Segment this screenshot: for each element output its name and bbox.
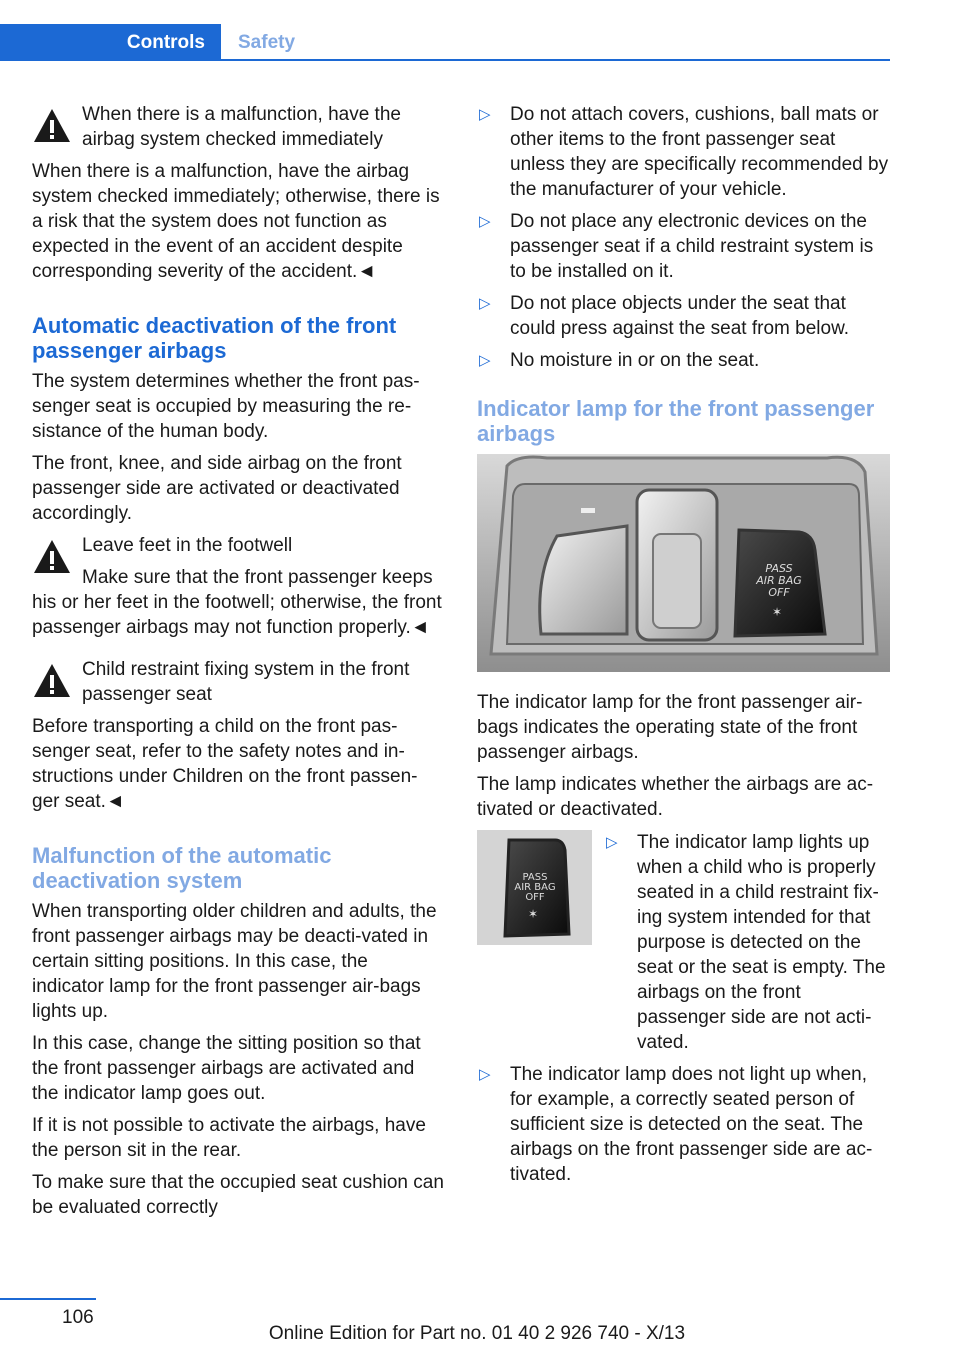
section-heading-malfunction: Malfunction of the automatic deactivation system [32, 843, 332, 893]
airbag-symbol-icon: ✶ [771, 605, 783, 619]
warning-body: Before transporting a child on the front pas-senger seat, refer to the safety notes and in-structions under Children on the front passen-ger seat.◄ [32, 716, 418, 812]
lamp-label-airbag: AIR BAG [756, 574, 802, 587]
list-item: ▷ Do not place any electronic devices on the passenger seat if a child restraint system is to be installed on it. [479, 211, 874, 282]
warning-triangle-icon [32, 662, 72, 700]
paragraph: The indicator lamp for the front passenger air-bags indicates the operating state of the front passenger airbags. [477, 692, 863, 763]
triangle-bullet-icon: ▷ [479, 106, 491, 123]
lamp-label-off: OFF [525, 892, 545, 903]
indicator-lamp-photo [477, 454, 890, 672]
lamp-label-airbag: AIR BAG [514, 882, 556, 893]
page-number-rule [0, 1298, 96, 1300]
bullet-list [604, 830, 889, 1055]
right-column [477, 102, 889, 1194]
warning-triangle-icon [32, 538, 72, 576]
warning-body: When there is a malfunction, have the airbag system checked immediately; otherwise, there is a risk that the system does not function as expected in the event of an accident despite corresponding severity of the accident.◄ [32, 161, 440, 282]
footer-edition: Online Edition for Part no. 01 40 2 926 740 - X/13 [268, 1323, 686, 1344]
warning-triangle-icon [32, 107, 72, 145]
triangle-bullet-icon: ▷ [479, 352, 491, 369]
indicator-lamp-closeup [477, 830, 592, 945]
warning-body: Make sure that the front passenger keeps his or her feet in the footwell; otherwise, the front passenger airbags may not function properly.◄ [32, 567, 442, 638]
paragraph: To make sure that the occupied seat cushion can be evaluated correctly [32, 1172, 444, 1218]
list-item: ▷ Do not place objects under the seat that could press against the seat from below. [479, 293, 850, 339]
paragraph: When transporting older children and adults, the front passenger airbags may be deacti-vated in certain sitting positions. In this case, the indicator lamp for the front passenger air-bags lights up. [32, 901, 437, 1022]
triangle-bullet-icon: ▷ [479, 213, 491, 230]
list-item: ▷ The indicator lamp does not light up when, for example, a correctly seated person of sufficient size is detected on the seat. The airbags on the front passenger side are ac-tivated. [479, 1064, 873, 1185]
lamp-label-off: OFF [768, 586, 790, 599]
list-item: ▷ The indicator lamp lights up when a child who is properly seated in a child restraint fix-ing system intended for that purpose is detected on the seat or the seat is empty. The airbags on the front passenger side are not acti-vated. [606, 832, 886, 1053]
lamp-lit-row [477, 830, 889, 1055]
list-item: ▷ Do not attach covers, cushions, ball mats or other items to the front passenger seat unless they are specifically recommended by the manufacturer of your vehicle. [479, 104, 889, 200]
list-item: ▷ No moisture in or on the seat. [479, 350, 760, 371]
warning-child-restraint [32, 657, 444, 707]
paragraph: The lamp indicates whether the airbags are ac-tivated or deactivated. [477, 774, 874, 820]
header-tab-controls[interactable]: Controls [0, 24, 221, 61]
paragraph: The system determines whether the front pas-senger seat is occupied by measuring the re-sistance of the human body. [32, 371, 420, 442]
bullet-list [477, 1062, 889, 1187]
paragraph: In this case, change the sitting position so that the front passenger airbags are activated and the indicator lamp goes out. [32, 1033, 421, 1104]
paragraph: The front, knee, and side airbag on the front passenger side are activated or deactivated accordingly. [32, 453, 402, 524]
lamp-label-pass: PASS [522, 872, 548, 883]
airbag-symbol-icon: ✶ [527, 907, 539, 921]
triangle-bullet-icon: ▷ [479, 1066, 491, 1083]
left-column [32, 102, 444, 1227]
section-heading-auto-deactivation: Automatic deactivation of the front passenger airbags [32, 313, 397, 363]
page-number: 106 [62, 1307, 94, 1328]
triangle-bullet-icon: ▷ [479, 295, 491, 312]
warning-feet [32, 533, 444, 558]
warning-malfunction [32, 102, 444, 152]
triangle-bullet-icon: ▷ [606, 834, 618, 851]
header-tab-safety[interactable]: Safety [238, 32, 296, 53]
warning-title: Leave feet in the footwell [82, 535, 293, 556]
warning-title: Child restraint fixing system in the front passenger seat [82, 659, 410, 705]
section-heading-indicator-lamp: Indicator lamp for the front passenger airbags [477, 396, 875, 446]
paragraph: If it is not possible to activate the airbags, have the person sit in the rear. [32, 1115, 426, 1161]
lamp-label-pass: PASS [765, 562, 793, 575]
warning-title: When there is a malfunction, have the airbag system checked immediately [82, 104, 401, 150]
header-rule [221, 59, 890, 61]
bullet-list [477, 102, 889, 373]
